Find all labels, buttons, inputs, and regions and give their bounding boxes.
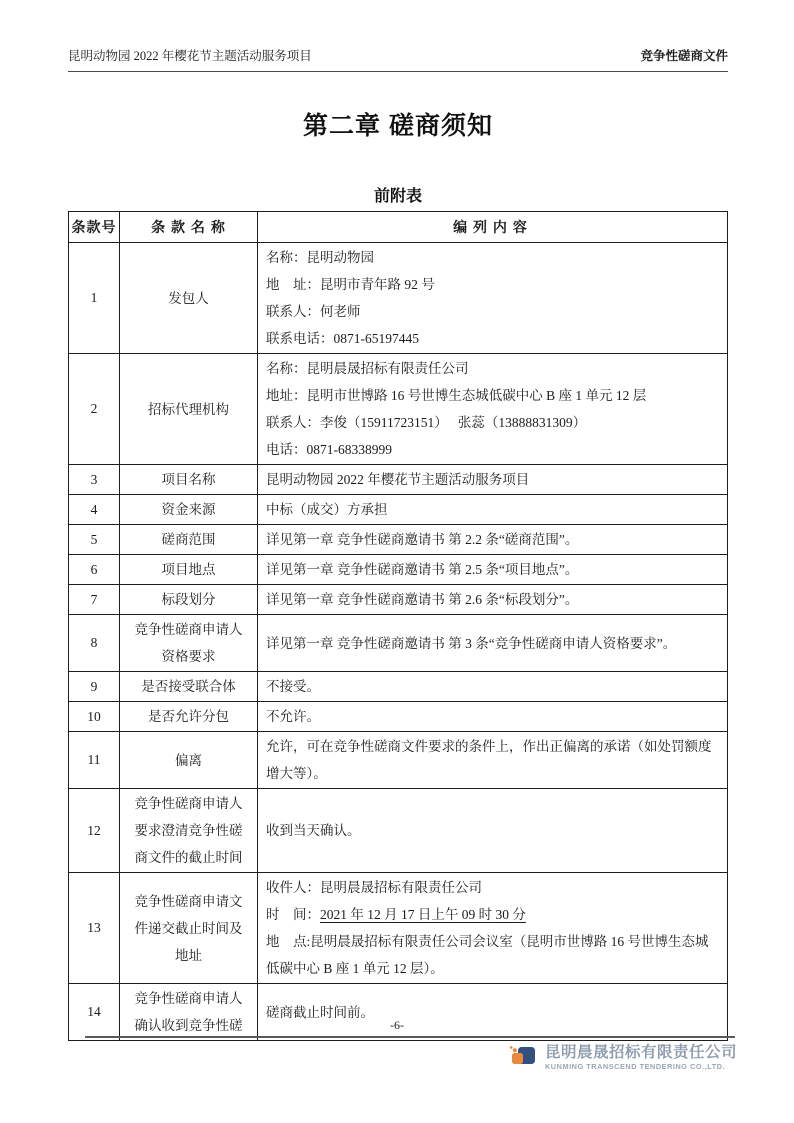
content-line [266,901,723,928]
clause-content [258,495,728,525]
clause-name-line: 标段划分 [161,592,216,607]
content-line: 中标（成交）方承担 [266,502,388,517]
clause-name-line: 竞争性磋商申请人 [134,622,243,637]
clause-name-line: 件递交截止时间及 [134,920,243,936]
clause-name-line: 资金来源 [161,502,216,517]
clause-number: 8 [69,615,120,672]
table-row [69,243,728,354]
clause-name [120,465,258,495]
clause-name-line: 项目名称 [161,472,216,487]
clause-name-line: 商文件的截止时间 [134,850,243,865]
table-title: 前附表 [373,188,422,205]
clause-number: 4 [69,495,120,525]
content-line: 磋商截止时间前。 [266,1004,374,1020]
header-clause-content: 编 列 内 容 [258,212,728,243]
clause-name [120,585,258,615]
clause-content [258,354,728,465]
table-row [69,672,728,702]
clause-content [258,702,728,732]
content-line: 联系人：李俊（15911723151） 张蕊（13888831309） [266,415,587,430]
clause-name-line: 发包人 [168,290,209,306]
clause-name [120,702,258,732]
content-line: 地 点:昆明晨晟招标有限责任公司会议室（昆明市世博路 16 号世博生态城 [266,934,709,949]
clause-number: 1 [69,243,120,354]
clause-name-line: 竞争性磋商申请人 [134,991,243,1006]
clause-name [120,555,258,585]
table-row [69,789,728,873]
clause-content [258,555,728,585]
footer-divider [85,1036,735,1038]
clause-number: 10 [69,702,120,732]
clause-name [120,789,258,873]
clause-name-line: 要求澄清竞争性磋 [134,823,243,838]
header-project-name: 昆明动物园 2022 年樱花节主题活动服务项目 [68,49,312,63]
clause-name-line: 是否允许分包 [148,709,229,724]
clause-content [258,585,728,615]
content-line: 详见第一章 竞争性磋商邀请书 第 2.2 条“磋商范围”。 [266,532,579,547]
table-row [69,525,728,555]
clause-number: 3 [69,465,120,495]
table-row [69,702,728,732]
clause-name [120,873,258,984]
content-line: 低碳中心 B 座 1 单元 12 层）。 [266,961,444,976]
content-line: 联系电话：0871-65197445 [266,331,419,346]
table-header-row [69,212,728,243]
plain-text: 时 间： [266,907,320,922]
company-name-en: KUNMING TRANSCEND TENDERING CO.,LTD. [544,1062,726,1071]
clause-name-line: 偏离 [175,752,202,768]
clause-name-line: 是否接受联合体 [141,679,236,694]
clause-number: 5 [69,525,120,555]
content-line: 昆明动物园 2022 年樱花节主题活动服务项目 [266,472,530,487]
content-line: 收到当天确认。 [266,823,361,838]
company-name-cn: 昆明晨晟招标有限责任公司 [544,1044,737,1061]
content-line: 不接受。 [266,679,320,694]
content-line: 地址：昆明市世博路 16 号世博生态城低碳中心 B 座 1 单元 12 层 [266,388,647,403]
clause-name-line: 磋商范围 [161,532,216,547]
company-logo [508,1044,737,1079]
clause-name-line: 招标代理机构 [148,401,229,417]
table-row [69,585,728,615]
content-line: 详见第一章 竞争性磋商邀请书 第 2.6 条“标段划分”。 [266,592,579,607]
table-header [69,212,728,243]
clause-name-line: 项目地点 [161,562,216,577]
clause-name-line: 竞争性磋商申请人 [134,796,243,811]
clause-number: 9 [69,672,120,702]
header-clause-name: 条 款 名 称 [120,212,258,243]
header-doc-type: 竞争性磋商文件 [640,49,728,63]
content-line: 不允许。 [266,709,320,724]
clause-name [120,495,258,525]
clause-name [120,615,258,672]
clause-number: 13 [69,873,120,984]
clause-name [120,243,258,354]
chapter-title: 第二章 磋商须知 [303,112,493,140]
clause-number: 6 [69,555,120,585]
content-line: 名称：昆明晨晟招标有限责任公司 [266,361,469,376]
table-row [69,615,728,672]
company-logo-icon [508,1044,538,1079]
clause-content [258,672,728,702]
clause-name [120,525,258,555]
clause-content [258,789,728,873]
clause-name-line: 资格要求 [161,649,216,664]
table-row [69,465,728,495]
clause-name [120,672,258,702]
clause-name [120,732,258,789]
page-number: -6- [390,1018,404,1032]
content-line: 收件人：昆明晨晟招标有限责任公司 [266,880,482,895]
clause-content [258,873,728,984]
clause-content [258,243,728,354]
underlined-text: 2021 年 12 月 17 日上午 09 时 30 分 [320,907,526,922]
clause-name-line: 竞争性磋商申请文 [134,893,243,909]
content-line: 联系人：何老师 [266,304,361,319]
clause-name [120,354,258,465]
content-line: 电话：0871-68338999 [266,442,392,457]
clause-name-line: 确认收到竞争性磋 [134,1018,243,1033]
clause-content [258,525,728,555]
header-clause-no: 条款号 [69,212,120,243]
content-line: 增大等）。 [266,766,327,781]
clause-number: 11 [69,732,120,789]
table-row [69,495,728,525]
clause-content [258,615,728,672]
content-line: 地 址：昆明市青年路 92 号 [266,277,435,292]
table-row [69,732,728,789]
clause-content [258,465,728,495]
company-logo-text [545,1044,737,1071]
content-line: 详见第一章 竞争性磋商邀请书 第 3 条“竞争性磋商申请人资格要求”。 [266,635,677,651]
content-line: 详见第一章 竞争性磋商邀请书 第 2.5 条“项目地点”。 [266,562,579,577]
clause-content [258,732,728,789]
clause-number: 7 [69,585,120,615]
clause-number: 12 [69,789,120,873]
content-line: 允许，可在竞争性磋商文件要求的条件上，作出正偏离的承诺（如处罚额度 [266,739,712,754]
table-row [69,555,728,585]
table-body [69,243,728,1041]
clause-name-line: 地址 [175,947,202,963]
clause-number: 14 [69,984,120,1041]
table-row [69,354,728,465]
table-row [69,873,728,984]
content-line: 名称：昆明动物园 [266,250,374,265]
front-attached-table [68,211,728,1041]
clause-number: 2 [69,354,120,465]
running-header [68,48,728,72]
